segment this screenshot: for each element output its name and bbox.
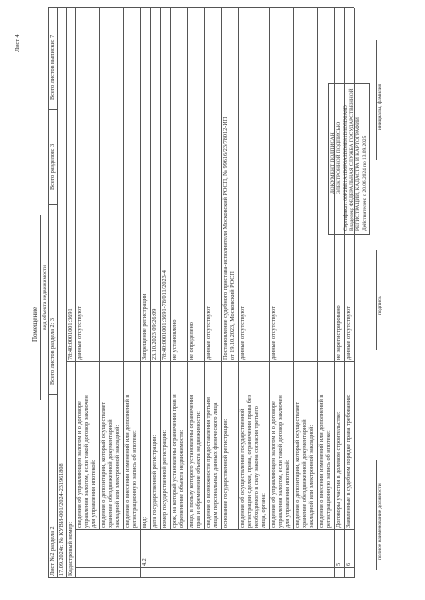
section-sheet-number: Лист №2 раздела 2 (49, 526, 56, 576)
table-rule (48, 394, 57, 395)
row-label: основание государственной регистрации: (222, 418, 229, 528)
row-number: 4.2 (141, 558, 148, 566)
table-rule (48, 109, 57, 110)
stamp-text: Владелец: ФЕДЕРАЛЬНАЯ СЛУЖБА ГОСУДАРСТВЕННОЙ (348, 88, 355, 231)
cadastral-number-label: Кадастровый номер: (67, 521, 74, 576)
row-label: Заявленные в судебном порядке права требования: (345, 394, 352, 528)
row-label: вид: (141, 516, 148, 528)
stamp-text: ДОКУМЕНТ ПОДПИСАН (330, 132, 336, 194)
label-column-border (75, 529, 354, 530)
row-label: сведения о возможности предоставления третьим (205, 397, 212, 528)
document-subtitle: вид объекта недвижимости (42, 265, 48, 330)
row-value: 78:40:0001001:3691-78/011/2023-4 (161, 270, 168, 360)
sheets-in-section: Всего листов раздела 2: 3 (49, 318, 56, 385)
sections-count: Всего разделов: 3 (49, 143, 56, 190)
total-sheets: Всего листов выписки: 7 (49, 34, 56, 100)
cadastral-number-value: 78:40:0001001:3691 (67, 308, 74, 360)
row-label: закладной или электронной закладной: (308, 424, 315, 528)
row-label: лицам персональных данных физического лица (212, 402, 219, 528)
signature-caption: подпись (377, 296, 383, 315)
row-value: 23.10.2023 09:26:09 (151, 308, 158, 360)
row-value: данные отсутствуют (76, 306, 83, 360)
row-label: хранение обездвиженной документарной (301, 419, 308, 528)
row-number: 6 (345, 562, 352, 566)
row-label: сведения об осуществлении государственной (239, 408, 246, 528)
row-label: сведения о внесении изменений или дополнений в (124, 394, 131, 528)
electronic-signature-stamp (328, 83, 370, 235)
row-label: управления залогом, если такой договор заключен (277, 395, 284, 528)
row-label: дата государственной регистрации: (151, 434, 158, 528)
row-label: сведения об управляющем залогом и о договоре (270, 401, 277, 528)
row-label: хранение обездвиженной документарной (107, 419, 114, 528)
number-column-border (75, 567, 354, 568)
row-label: регистрационную запись об ипотеке: (131, 430, 138, 528)
row-value: данные отсутствуют (239, 306, 246, 360)
stamp-text: ЭЛЕКТРОННОЙ ПОДПИСЬЮ (336, 121, 343, 194)
row-value: не установлено (171, 319, 178, 360)
row-label: закладной или электронной закладной: (114, 424, 121, 528)
row-label: сведения об управляющем залогом и о договоре (76, 401, 83, 528)
row-label: управления залогом, если такой договор заключен (83, 395, 90, 528)
table-rule (48, 204, 57, 205)
row-value: от 19.10.2023, Московский РОСП (229, 271, 236, 360)
row-value: данные отсутствуют (205, 306, 212, 360)
row-label: обременение объекта недвижимости: (178, 429, 185, 528)
row-label: для управления ипотекой: (284, 459, 291, 528)
row-label: лицо, в пользу которого установлены ограничения (188, 394, 195, 528)
row-label: номер государственной регистрации: (161, 430, 168, 528)
document-title: Помещение (31, 306, 39, 342)
row-label: срок, на который установлены ограничения прав и (171, 394, 178, 528)
row-label: Договоры участия в долевом строительстве: (335, 411, 342, 528)
row-value: Запрещение регистрации (141, 293, 148, 360)
title-underline (40, 215, 41, 400)
position-caption: полное наименование должности (377, 483, 383, 560)
row-number: 5 (335, 562, 342, 566)
row-label: лица, органа: (260, 493, 267, 528)
sheet-number: Лист 4 (14, 34, 21, 52)
row-label: прав и обременение объекта недвижимости: (195, 411, 202, 528)
row-label: регистрационную запись об ипотеке: (325, 430, 332, 528)
value-column-border (66, 361, 354, 362)
stamp-text: РЕГИСТРАЦИИ, КАДАСТРА И КАРТОГРАФИИ (355, 117, 362, 231)
stamp-text: Действителен: с 20.06.2024 по 13.09.2025 (361, 135, 368, 231)
row-value: данные отсутствуют (270, 306, 277, 360)
row-label: необходимого в силу закона согласия третьего (253, 406, 260, 528)
initials-caption: инициалы, фамилия (377, 83, 383, 130)
row-value: не определено (188, 322, 195, 360)
table-rule (66, 8, 67, 578)
row-label: сведения о внесении изменений или дополнений в (318, 394, 325, 528)
row-label: сведения о депозитарии, который осуществляет (294, 401, 301, 528)
table-left-border (48, 577, 354, 578)
table-right-border (48, 7, 354, 8)
row-value: не зарегистрировано (335, 305, 342, 360)
row-label: регистрации сделки, права, ограничения права без (246, 394, 253, 528)
stamp-text: Сертификат: 00F2BE1A1D6F6A3DD8E81D3D5D0A8D (342, 105, 349, 231)
extract-date-number: 17.09.2024г. № КУВИ-001/2024-231961808 (58, 463, 65, 576)
row-value: Постановление судебного пристава-исполнителя Московский РОСП, № 99616/23/78012-ИП (222, 116, 229, 360)
row-label: сведения о депозитарии, который осуществляет (100, 401, 107, 528)
row-value: данные отсутствуют (345, 306, 352, 360)
row-label: для управления ипотекой: (90, 459, 97, 528)
